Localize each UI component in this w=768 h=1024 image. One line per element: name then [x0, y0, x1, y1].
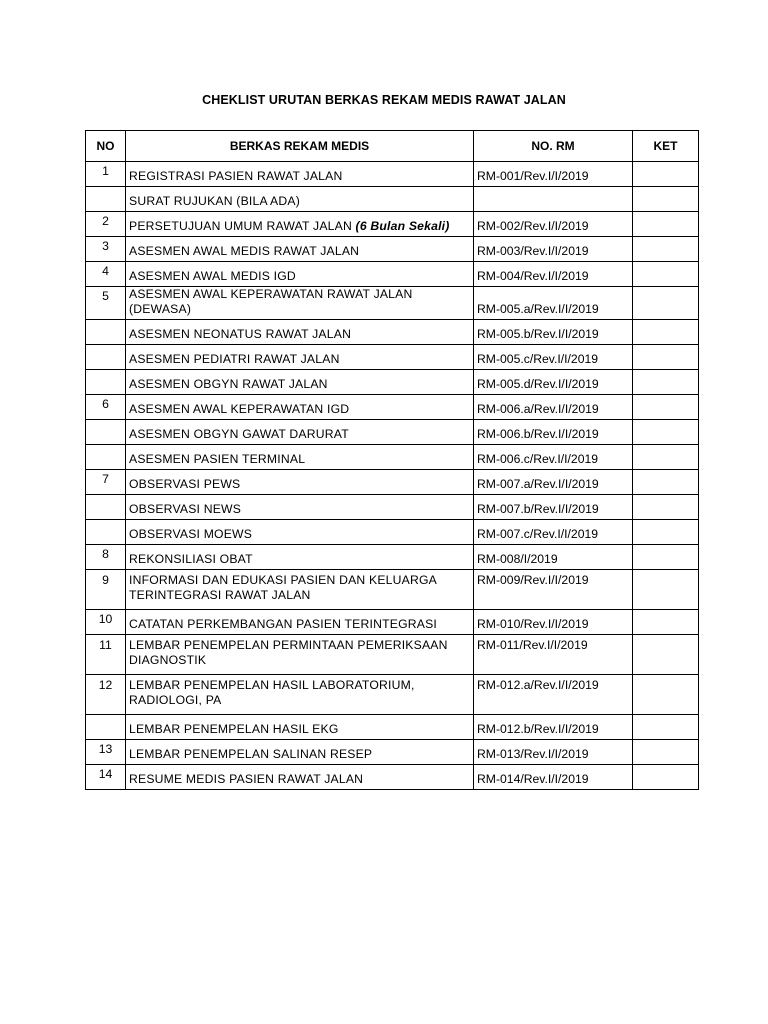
- cell-rm: RM-014/Rev.I/I/2019: [474, 765, 633, 790]
- cell-no: [86, 320, 126, 345]
- cell-berkas: [126, 570, 474, 610]
- cell-rm: RM-011/Rev.I/I/2019: [474, 635, 633, 675]
- berkas-label: OBSERVASI PEWS: [129, 477, 241, 491]
- berkas-label: REGISTRASI PASIEN RAWAT JALAN: [129, 169, 343, 183]
- cell-rm: RM-012.a/Rev.I/I/2019: [474, 675, 633, 715]
- berkas-label: OBSERVASI NEWS: [129, 502, 242, 516]
- berkas-label: ASESMEN OBGYN RAWAT JALAN: [129, 377, 328, 391]
- berkas-label: RESUME MEDIS PASIEN RAWAT JALAN: [129, 772, 364, 786]
- cell-ket: [633, 520, 699, 545]
- cell-no: 5: [86, 287, 126, 320]
- cell-berkas: [126, 212, 474, 237]
- cell-ket: [633, 395, 699, 420]
- header-rm: NO. RM: [474, 131, 633, 162]
- berkas-label: ASESMEN PEDIATRI RAWAT JALAN: [129, 352, 340, 366]
- berkas-label: INFORMASI DAN EDUKASI PASIEN DAN KELUARGA TERINTEGRASI RAWAT JALAN: [129, 573, 437, 602]
- cell-no: 8: [86, 545, 126, 570]
- cell-berkas: [126, 675, 474, 715]
- cell-no: [86, 345, 126, 370]
- cell-ket: [633, 287, 699, 320]
- cell-berkas: [126, 395, 474, 420]
- cell-ket: [633, 545, 699, 570]
- cell-berkas: [126, 420, 474, 445]
- table-row: [86, 610, 699, 635]
- cell-no: 9: [86, 570, 126, 610]
- cell-ket: [633, 610, 699, 635]
- berkas-label: LEMBAR PENEMPELAN HASIL EKG: [129, 722, 339, 736]
- cell-ket: [633, 212, 699, 237]
- cell-rm: RM-006.b/Rev.I/I/2019: [474, 420, 633, 445]
- cell-no: 13: [86, 740, 126, 765]
- table-row: [86, 765, 699, 790]
- table-row: [86, 445, 699, 470]
- cell-ket: [633, 470, 699, 495]
- berkas-label: ASESMEN AWAL KEPERAWATAN IGD: [129, 402, 350, 416]
- cell-no: [86, 420, 126, 445]
- cell-berkas: [126, 635, 474, 675]
- cell-no: [86, 495, 126, 520]
- table-row: [86, 570, 699, 610]
- header-berkas: BERKAS REKAM MEDIS: [126, 131, 474, 162]
- cell-ket: [633, 740, 699, 765]
- table-row: [86, 420, 699, 445]
- berkas-label: LEMBAR PENEMPELAN PERMINTAAN PEMERIKSAAN DIAGNOSTIK: [129, 638, 448, 667]
- cell-berkas: [126, 520, 474, 545]
- cell-ket: [633, 495, 699, 520]
- cell-berkas: [126, 470, 474, 495]
- cell-no: 3: [86, 237, 126, 262]
- cell-no: 11: [86, 635, 126, 675]
- table-header-row: [86, 131, 699, 162]
- table-row: [86, 287, 699, 320]
- cell-rm: RM-007.a/Rev.I/I/2019: [474, 470, 633, 495]
- berkas-label: ASESMEN AWAL MEDIS RAWAT JALAN: [129, 244, 360, 258]
- cell-berkas: [126, 162, 474, 187]
- table-row: [86, 345, 699, 370]
- cell-berkas: [126, 262, 474, 287]
- cell-ket: [633, 345, 699, 370]
- cell-no: 6: [86, 395, 126, 420]
- cell-berkas: [126, 610, 474, 635]
- table-row: [86, 370, 699, 395]
- cell-rm: RM-012.b/Rev.I/I/2019: [474, 715, 633, 740]
- cell-ket: [633, 765, 699, 790]
- cell-rm: RM-009/Rev.I/I/2019: [474, 570, 633, 610]
- cell-berkas: [126, 445, 474, 470]
- cell-ket: [633, 445, 699, 470]
- berkas-label: ASESMEN NEONATUS RAWAT JALAN: [129, 327, 352, 341]
- berkas-label: ASESMEN PASIEN TERMINAL: [129, 452, 306, 466]
- berkas-label: PERSETUJUAN UMUM RAWAT JALAN: [129, 219, 352, 233]
- cell-no: 7: [86, 470, 126, 495]
- cell-rm: RM-007.b/Rev.I/I/2019: [474, 495, 633, 520]
- cell-ket: [633, 715, 699, 740]
- cell-rm: RM-010/Rev.I/I/2019: [474, 610, 633, 635]
- cell-no: [86, 715, 126, 740]
- cell-rm: RM-001/Rev.I/I/2019: [474, 162, 633, 187]
- berkas-label: ASESMEN AWAL MEDIS IGD: [129, 269, 296, 283]
- cell-rm: RM-007.c/Rev.I/I/2019: [474, 520, 633, 545]
- header-no: NO: [86, 131, 126, 162]
- berkas-note: (6 Bulan Sekali): [351, 219, 450, 233]
- cell-ket: [633, 370, 699, 395]
- cell-berkas: [126, 765, 474, 790]
- cell-berkas: [126, 495, 474, 520]
- table-row: [86, 187, 699, 212]
- table-row: [86, 715, 699, 740]
- cell-rm: RM-008/I/2019: [474, 545, 633, 570]
- berkas-label: SURAT RUJUKAN (BILA ADA): [129, 194, 300, 208]
- table-row: [86, 675, 699, 715]
- cell-rm: RM-002/Rev.I/I/2019: [474, 212, 633, 237]
- cell-berkas: [126, 237, 474, 262]
- cell-no: 10: [86, 610, 126, 635]
- cell-berkas: [126, 287, 474, 320]
- cell-ket: [633, 570, 699, 610]
- cell-ket: [633, 420, 699, 445]
- cell-no: 2: [86, 212, 126, 237]
- cell-ket: [633, 675, 699, 715]
- table-row: [86, 237, 699, 262]
- table-row: [86, 212, 699, 237]
- table-row: [86, 635, 699, 675]
- table-row: [86, 470, 699, 495]
- cell-no: [86, 520, 126, 545]
- cell-no: 1: [86, 162, 126, 187]
- berkas-label: ASESMEN OBGYN GAWAT DARURAT: [129, 427, 349, 441]
- cell-no: 12: [86, 675, 126, 715]
- cell-rm: RM-006.a/Rev.I/I/2019: [474, 395, 633, 420]
- table-row: [86, 262, 699, 287]
- cell-no: [86, 187, 126, 212]
- cell-ket: [633, 320, 699, 345]
- cell-berkas: [126, 715, 474, 740]
- cell-berkas: [126, 320, 474, 345]
- table-row: [86, 740, 699, 765]
- berkas-label: OBSERVASI MOEWS: [129, 527, 253, 541]
- table-body: [86, 162, 699, 790]
- cell-no: 14: [86, 765, 126, 790]
- table-row: [86, 395, 699, 420]
- cell-rm: RM-005.c/Rev.I/I/2019: [474, 345, 633, 370]
- table-row: [86, 545, 699, 570]
- cell-berkas: [126, 345, 474, 370]
- berkas-label: LEMBAR PENEMPELAN HASIL LABORATORIUM, RADIOLOGI, PA: [129, 678, 415, 707]
- cell-ket: [633, 635, 699, 675]
- cell-rm: RM-003/Rev.I/I/2019: [474, 237, 633, 262]
- cell-berkas: [126, 187, 474, 212]
- cell-berkas: [126, 370, 474, 395]
- cell-rm: RM-006.c/Rev.I/I/2019: [474, 445, 633, 470]
- cell-rm: RM-013/Rev.I/I/2019: [474, 740, 633, 765]
- cell-ket: [633, 237, 699, 262]
- berkas-label: CATATAN PERKEMBANGAN PASIEN TERINTEGRASI: [129, 617, 437, 631]
- berkas-label: ASESMEN AWAL KEPERAWATAN RAWAT JALAN (DEWASA): [129, 287, 413, 316]
- cell-berkas: [126, 545, 474, 570]
- cell-no: 4: [86, 262, 126, 287]
- cell-rm: RM-005.a/Rev.I/I/2019: [474, 287, 633, 320]
- cell-ket: [633, 187, 699, 212]
- cell-ket: [633, 162, 699, 187]
- cell-rm: [474, 187, 633, 212]
- table-row: [86, 320, 699, 345]
- table-row: [86, 495, 699, 520]
- table-row: [86, 520, 699, 545]
- cell-no: [86, 370, 126, 395]
- cell-ket: [633, 262, 699, 287]
- cell-rm: RM-004/Rev.I/I/2019: [474, 262, 633, 287]
- cell-berkas: [126, 740, 474, 765]
- cell-rm: RM-005.b/Rev.I/I/2019: [474, 320, 633, 345]
- document-title: CHEKLIST URUTAN BERKAS REKAM MEDIS RAWAT JALAN: [202, 93, 566, 107]
- berkas-label: REKONSILIASI OBAT: [129, 552, 253, 566]
- cell-rm: RM-005.d/Rev.I/I/2019: [474, 370, 633, 395]
- header-ket: KET: [633, 131, 699, 162]
- table-row: [86, 162, 699, 187]
- berkas-label: LEMBAR PENEMPELAN SALINAN RESEP: [129, 747, 373, 761]
- checklist-table: [85, 130, 699, 790]
- cell-no: [86, 445, 126, 470]
